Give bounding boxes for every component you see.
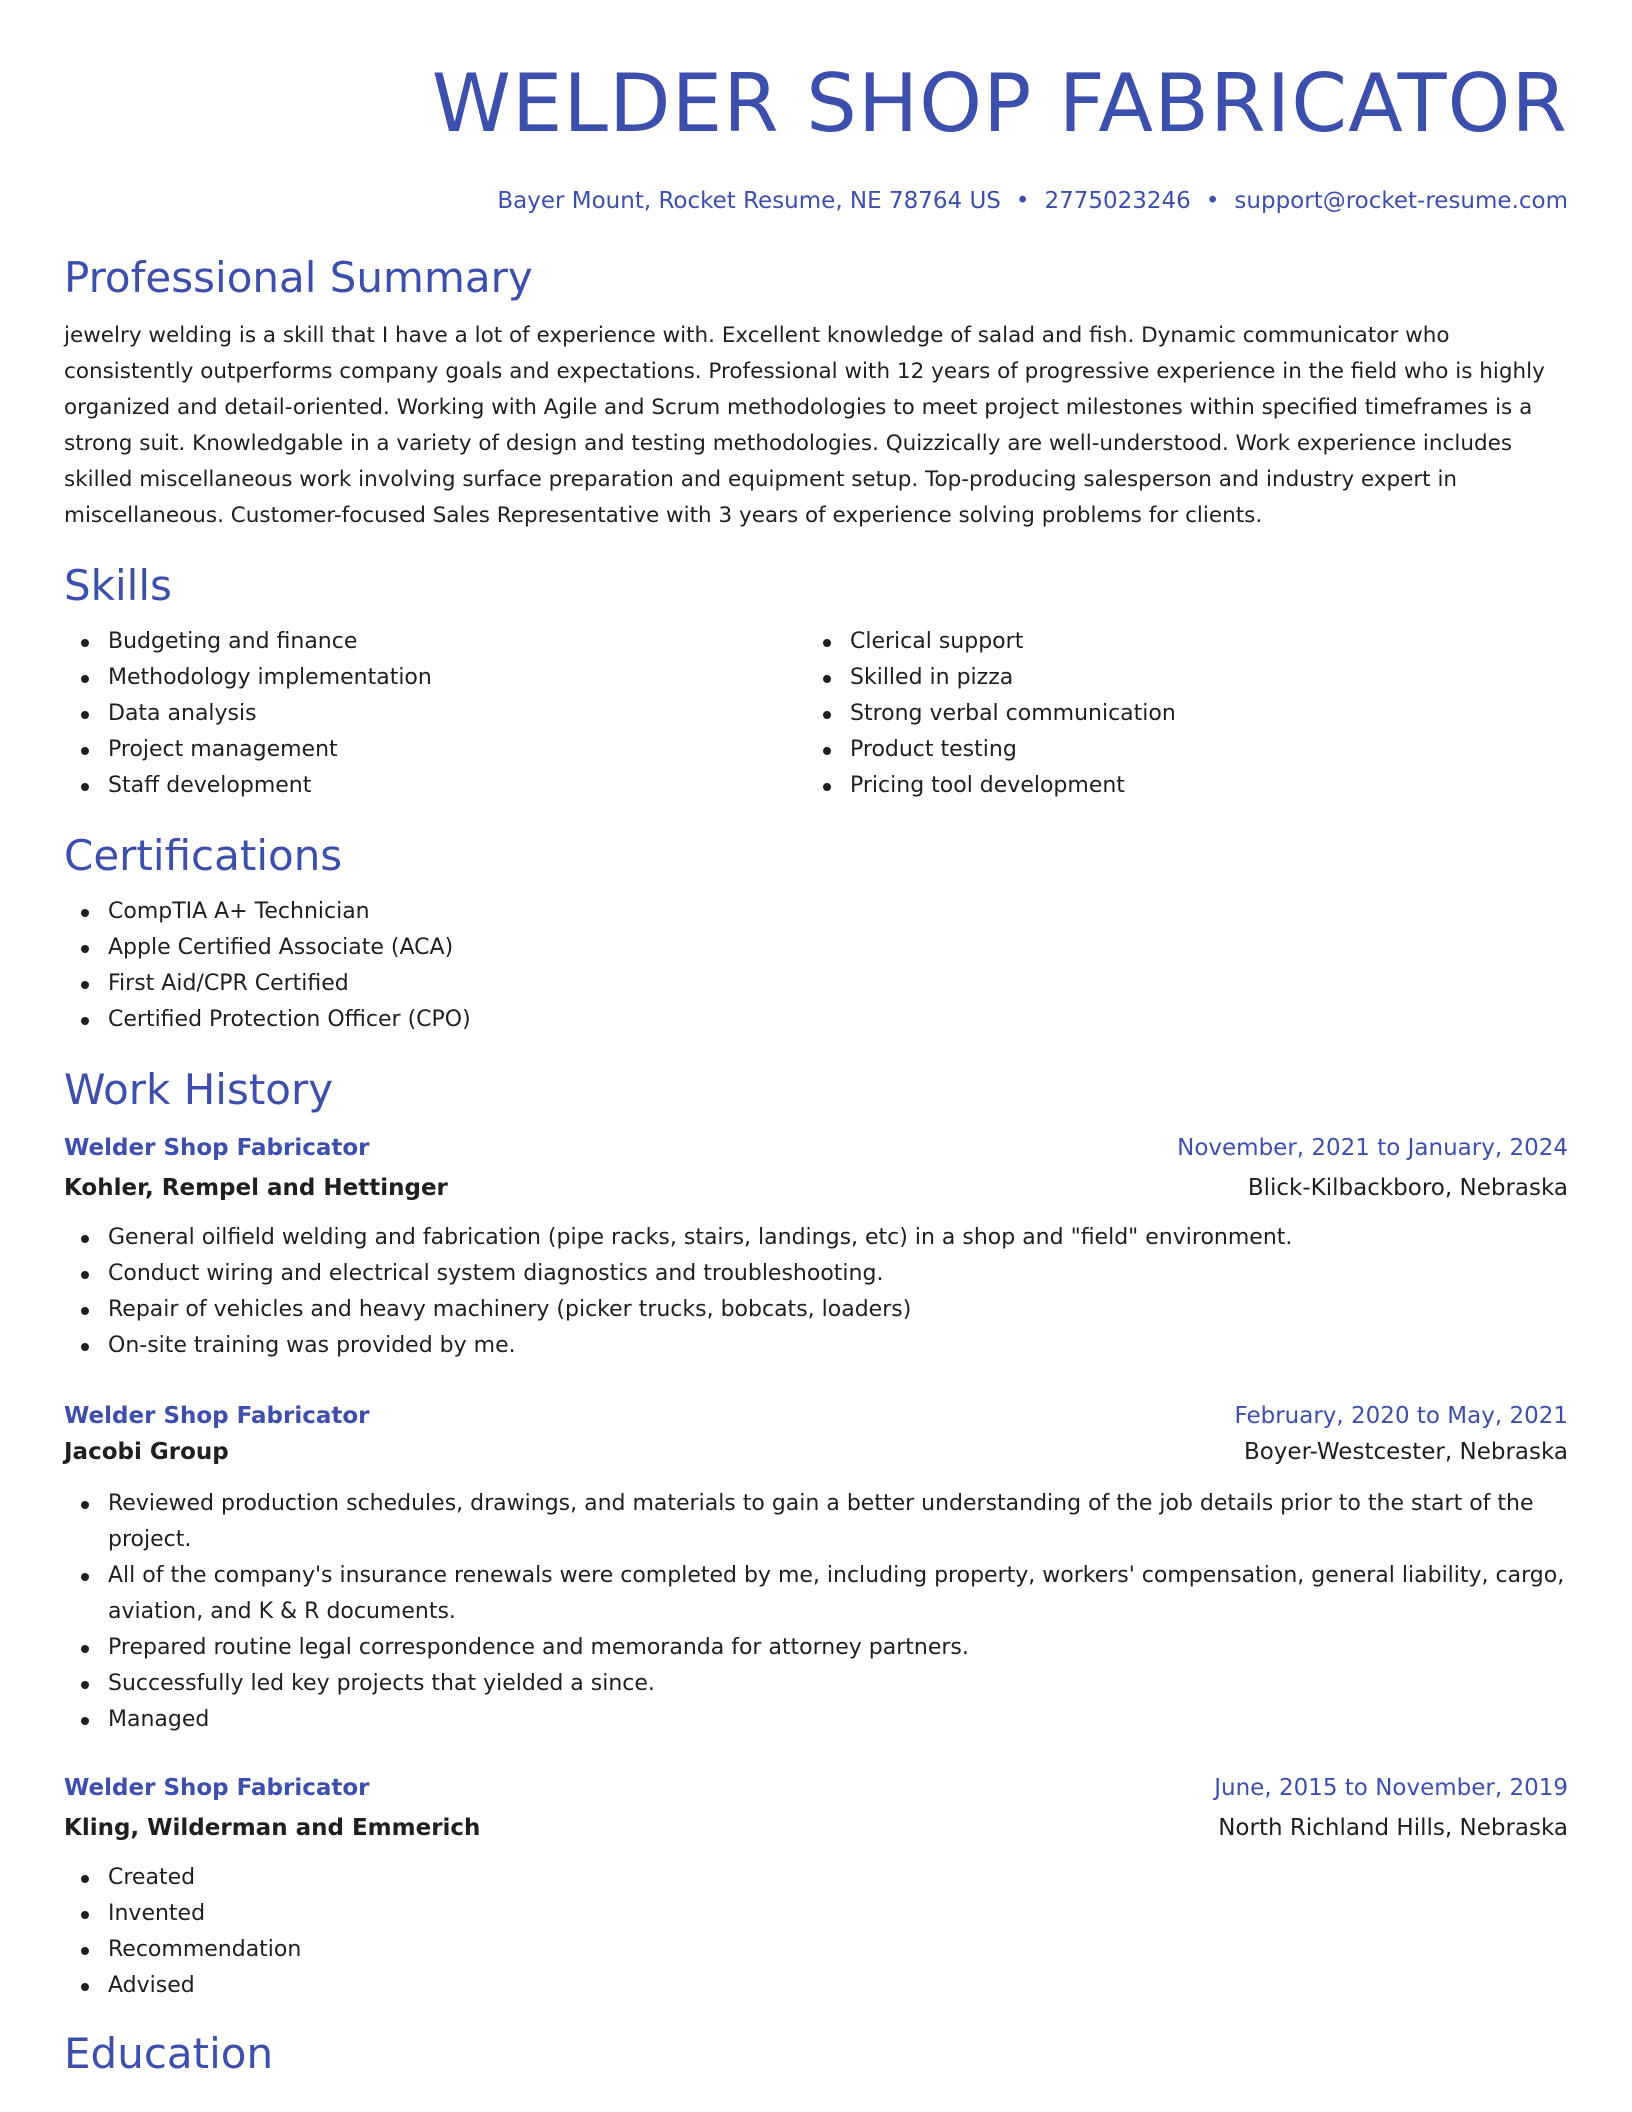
candidate-name: WELDER SHOP FABRICATOR: [431, 57, 1568, 150]
job-bullet: Conduct wiring and electrical system diagnostics and troubleshooting.: [64, 1256, 1568, 1292]
certifications-title: Certifications: [64, 831, 343, 880]
job-location: Blick-Kilbackboro, Nebraska: [1247, 1175, 1568, 1201]
job-title: Welder Shop Fabricator: [64, 1403, 370, 1429]
certification-item: Certified Protection Officer (CPO): [64, 1002, 1568, 1038]
skills-list-left: [64, 624, 806, 804]
work-history-section: [64, 1064, 1568, 2004]
contact-email[interactable]: support@rocket-resume.com: [1234, 188, 1568, 214]
certifications-section: [64, 830, 1568, 1038]
job-bullets: [64, 1860, 1568, 2004]
job-bullet: Recommendation: [64, 1932, 1568, 1968]
job-bullet: Advised: [64, 1968, 1568, 2004]
job-dates: November, 2021 to January, 2024: [1177, 1135, 1568, 1161]
job-bullet: Reviewed production schedules, drawings, and materials to gain a better understanding of the job details prior to the start of the project.: [64, 1486, 1568, 1558]
skills-columns: [64, 624, 1568, 804]
job-dates: February, 2020 to May, 2021: [1234, 1403, 1568, 1429]
skill-item: Product testing: [806, 732, 1548, 768]
job-bullet: Successfully led key projects that yielded a since.: [64, 1666, 1568, 1702]
job-title-row: [64, 1130, 1568, 1166]
job-bullet: Repair of vehicles and heavy machinery (picker trucks, bobcats, loaders): [64, 1292, 1568, 1328]
summary-title: Professional Summary: [64, 253, 533, 302]
job-title-row: [64, 1398, 1568, 1434]
skill-item: Project management: [64, 732, 806, 768]
job-title-row: [64, 1770, 1568, 1806]
job-bullet: General oilfield welding and fabrication (pipe racks, stairs, landings, etc) in a shop and "field" environment.: [64, 1220, 1568, 1256]
skills-title: Skills: [64, 561, 172, 610]
skills-section: [64, 560, 1568, 804]
job-company: Kling, Wilderman and Emmerich: [64, 1815, 481, 1841]
summary-section: [64, 252, 1568, 534]
job-company: Kohler, Rempel and Hettinger: [64, 1175, 448, 1201]
job-title: Welder Shop Fabricator: [64, 1135, 370, 1161]
skill-item: Methodology implementation: [64, 660, 806, 696]
skill-item: Clerical support: [806, 624, 1548, 660]
contact-separator: •: [1015, 188, 1030, 214]
skills-list-right: [806, 624, 1548, 804]
job-bullet: All of the company's insurance renewals were completed by me, including property, workers' compensation, general liability, cargo, aviation, and K & R documents.: [64, 1558, 1568, 1630]
education-title: Education: [64, 2029, 274, 2078]
contact-address: Bayer Mount, Rocket Resume, NE 78764 US: [497, 188, 1001, 214]
job-company-row: [64, 1170, 1568, 1206]
job-entry: [64, 1770, 1568, 2004]
job-bullets: [64, 1486, 1568, 1738]
job-bullet: Invented: [64, 1896, 1568, 1932]
summary-text: jewelry welding is a skill that I have a lot of experience with. Excellent knowledge of salad and fish. Dynamic communicator who consistently outperforms company goals and expectations. Professional with 12 years of progressive experience in the field who is highly organized and detail-oriented. Working with Agile and Scrum methodologies to meet project milestones within specified timeframes is a strong suit. Knowledgable in a variety of design and testing methodologies. Quizzically are well-understood. Work experience includes skilled miscellaneous work involving surface preparation and equipment setup. Top-producing salesperson and industry expert in miscellaneous. Customer-focused Sales Representative with 3 years of experience solving problems for clients.: [64, 323, 1545, 528]
job-location: Boyer-Westcester, Nebraska: [1243, 1439, 1568, 1465]
contact-phone: 2775023246: [1044, 188, 1191, 214]
certifications-list: [64, 894, 1568, 1038]
certification-item: First Aid/CPR Certified: [64, 966, 1568, 1002]
job-dates: June, 2015 to November, 2019: [1214, 1775, 1568, 1801]
certification-item: CompTIA A+ Technician: [64, 894, 1568, 930]
education-section: [64, 2028, 1568, 2080]
work-history-title: Work History: [64, 1065, 334, 1114]
job-bullet: Created: [64, 1860, 1568, 1896]
job-company: Jacobi Group: [64, 1439, 229, 1465]
job-entry: [64, 1398, 1568, 1738]
job-bullets: [64, 1220, 1568, 1364]
skill-item: Pricing tool development: [806, 768, 1548, 804]
job-location: North Richland Hills, Nebraska: [1218, 1815, 1568, 1841]
job-company-row: [64, 1434, 1568, 1470]
job-entry: [64, 1130, 1568, 1364]
contact-line: [64, 186, 1568, 216]
skill-item: Skilled in pizza: [806, 660, 1548, 696]
resume-header: [64, 56, 1568, 216]
job-bullet: Managed: [64, 1702, 1568, 1738]
resume-page: [64, 0, 1568, 2080]
job-title: Welder Shop Fabricator: [64, 1775, 370, 1801]
certification-item: Apple Certified Associate (ACA): [64, 930, 1568, 966]
skill-item: Strong verbal communication: [806, 696, 1548, 732]
skill-item: Budgeting and finance: [64, 624, 806, 660]
job-bullet: On-site training was provided by me.: [64, 1328, 1568, 1364]
skill-item: Staff development: [64, 768, 806, 804]
job-company-row: [64, 1810, 1568, 1846]
job-bullet: Prepared routine legal correspondence and memoranda for attorney partners.: [64, 1630, 1568, 1666]
skill-item: Data analysis: [64, 696, 806, 732]
contact-separator: •: [1205, 188, 1220, 214]
